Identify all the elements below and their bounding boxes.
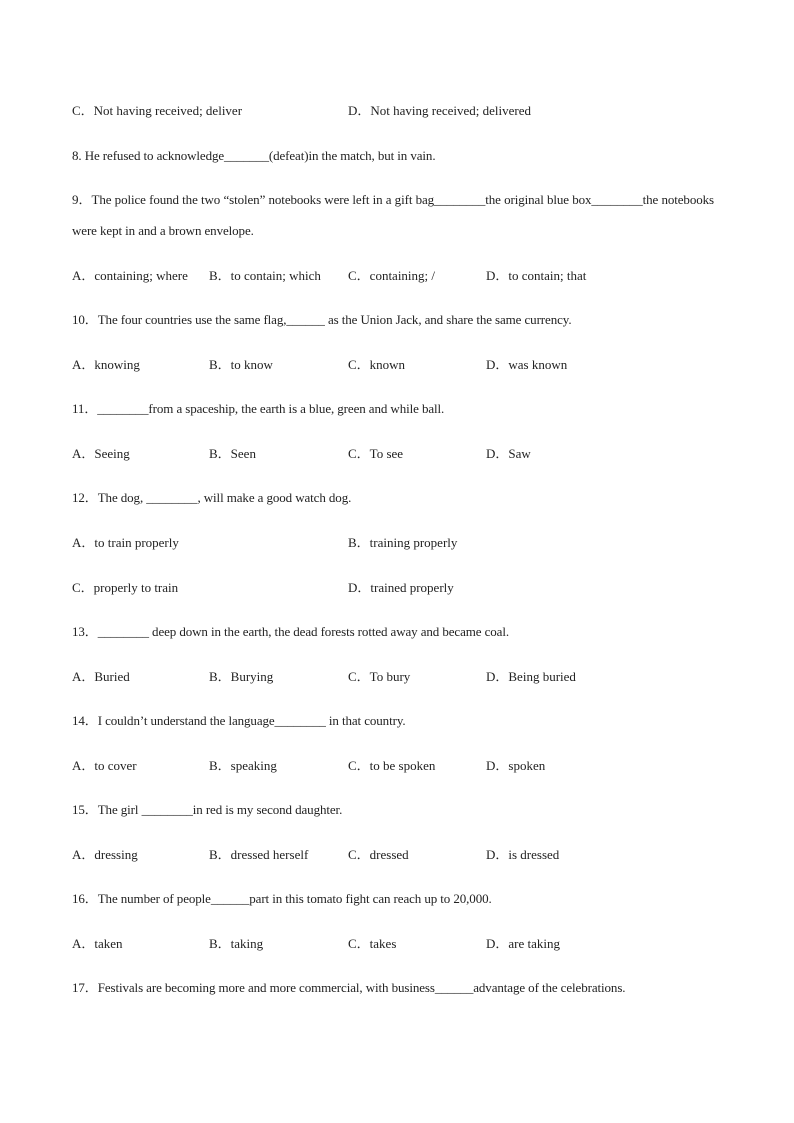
q16-option-d: D．are taking <box>486 936 561 951</box>
q11-option-c: C．To see <box>348 446 404 461</box>
q12-option-c: C．properly to train <box>72 580 179 595</box>
q13-option-c: C．To bury <box>348 669 411 684</box>
q13-text: 13．________ deep down in the earth, the dead forests rotted away and became coal. <box>72 624 509 639</box>
q14-option-b: B．speaking <box>209 758 277 773</box>
q11-option-d: D．Saw <box>486 446 531 461</box>
q13-option-b: B．Burying <box>209 669 274 684</box>
q10-text: 10．The four countries use the same flag,______ as the Union Jack, and share the same currency. <box>72 312 572 327</box>
q10-option-d: D．was known <box>486 357 568 372</box>
q12-text: 12．The dog, ________, will make a good watch dog. <box>72 490 352 505</box>
q16-text: 16．The number of people______part in this tomato fight can reach up to 20,000. <box>72 891 492 906</box>
q12-option-a: A．to train properly <box>72 535 179 550</box>
q9-text: 9．The police found the two “stolen” notebooks were left in a gift bag________the original blue box________the notebooks were kept in and a brown envelope. <box>72 192 714 238</box>
q14-option-a: A．to cover <box>72 758 137 773</box>
q16-option-a: A．taken <box>72 936 123 951</box>
q12-option-d: D．trained properly <box>348 580 454 595</box>
q12-option-b: B．training properly <box>348 535 458 550</box>
q15-option-b: B．dressed herself <box>209 847 309 862</box>
q7-option-c: C．Not having received; deliver <box>72 103 243 118</box>
q10-option-b: B．to know <box>209 357 273 372</box>
q15-text: 15．The girl ________in red is my second daughter. <box>72 802 343 817</box>
q16-option-c: C．takes <box>348 936 397 951</box>
q8-text: 8. He refused to acknowledge_______(defeat)in the match, but in vain. <box>72 148 436 163</box>
q10-option-a: A．knowing <box>72 357 140 372</box>
q9-option-b: B．to contain; which <box>209 268 321 283</box>
q9-option-c: C．containing; / <box>348 268 436 283</box>
q15-option-c: C．dressed <box>348 847 409 862</box>
q15-option-a: A．dressing <box>72 847 138 862</box>
q9-option-a: A．containing; where <box>72 268 188 283</box>
q15-option-d: D．is dressed <box>486 847 560 862</box>
q14-option-d: D．spoken <box>486 758 546 773</box>
q17-text: 17．Festivals are becoming more and more commercial, with business______advantage of the celebrations. <box>72 980 626 995</box>
q11-option-b: B．Seen <box>209 446 256 461</box>
q14-option-c: C．to be spoken <box>348 758 436 773</box>
q11-text: 11．________from a spaceship, the earth is a blue, green and while ball. <box>72 401 445 416</box>
q13-option-d: D．Being buried <box>486 669 576 684</box>
q13-option-a: A．Buried <box>72 669 130 684</box>
q7-option-d: D．Not having received; delivered <box>348 103 532 118</box>
q16-option-b: B．taking <box>209 936 264 951</box>
q10-option-c: C．known <box>348 357 406 372</box>
q11-option-a: A．Seeing <box>72 446 130 461</box>
q9-option-d: D．to contain; that <box>486 268 587 283</box>
q14-text: 14．I couldn’t understand the language________ in that country. <box>72 713 406 728</box>
